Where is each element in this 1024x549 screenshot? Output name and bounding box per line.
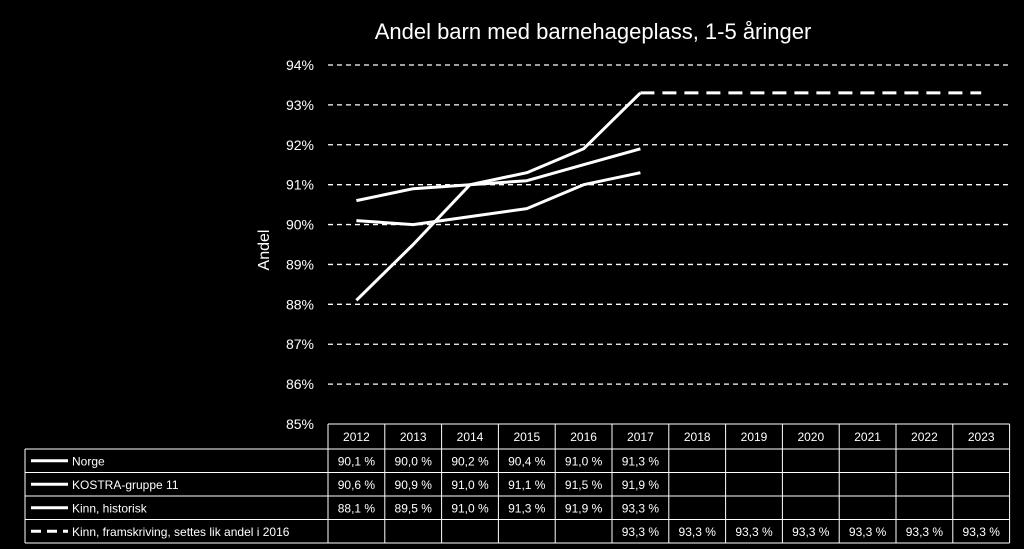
data-label: 93,3 %: [621, 501, 660, 516]
data-table: [25, 424, 1010, 543]
data-label: 93,3 %: [962, 524, 1000, 539]
y-tick-label: 87%: [285, 336, 314, 353]
legend-label: Kinn, framskriving, settes lik andel i 2016: [72, 524, 290, 539]
x-tick-label: 2020: [797, 430, 825, 444]
data-label: 93,3 %: [792, 524, 830, 539]
y-tick-label: 90%: [285, 216, 314, 233]
y-tick-label: 86%: [285, 376, 314, 393]
data-label: 90,1 %: [337, 454, 376, 469]
x-tick-label: 2019: [740, 430, 768, 444]
y-tick-label: 94%: [285, 57, 314, 73]
series-line: [356, 149, 640, 201]
data-label: 91,0 %: [564, 454, 603, 469]
data-label: 91,0 %: [451, 477, 489, 492]
legend-label: Kinn, historisk: [72, 501, 147, 516]
x-tick-label: 2022: [911, 430, 938, 444]
x-tick-label: 2015: [513, 430, 541, 444]
data-label: 91,0 %: [451, 501, 489, 516]
data-label: 91,5 %: [564, 477, 603, 492]
data-label: 90,9 %: [394, 477, 432, 492]
y-axis-label: Andel: [256, 229, 273, 271]
data-label: 93,3 %: [621, 524, 660, 539]
x-tick-label: 2023: [967, 430, 995, 444]
legend-label: KOSTRA-gruppe 11: [72, 477, 179, 492]
series-lines: [356, 93, 981, 300]
legend-label: Norge: [72, 454, 105, 469]
y-tick-label: 85%: [285, 416, 314, 432]
y-tick-label: 88%: [285, 296, 314, 313]
y-tick-label: 93%: [285, 96, 314, 113]
data-label: 90,4 %: [508, 454, 546, 469]
x-tick-label: 2013: [399, 430, 427, 444]
x-tick-label: 2016: [570, 430, 597, 444]
data-label: 91,9 %: [621, 477, 660, 492]
data-label: 93,3 %: [905, 524, 944, 539]
series-line: [356, 93, 640, 300]
data-label: 91,1 %: [508, 477, 546, 492]
x-tick-label: 2018: [683, 430, 711, 444]
x-tick-label: 2014: [456, 430, 484, 444]
series-line: [356, 173, 640, 225]
data-label: 89,5 %: [394, 501, 432, 516]
data-label: 93,3 %: [678, 524, 716, 539]
y-tick-label: 92%: [285, 136, 314, 153]
x-tick-label: 2021: [854, 430, 881, 444]
data-label: 93,3 %: [848, 524, 887, 539]
y-tick-label: 91%: [285, 176, 314, 193]
x-tick-label: 2017: [627, 430, 654, 444]
data-label: 91,9 %: [564, 501, 603, 516]
data-label: 90,6 %: [337, 477, 376, 492]
data-label: 88,1 %: [337, 501, 376, 516]
x-tick-label: 2012: [343, 430, 370, 444]
data-label: 91,3 %: [508, 501, 546, 516]
data-label: 90,2 %: [451, 454, 489, 469]
chart-title: Andel barn med barnehageplass, 1-5 åringer: [374, 19, 812, 44]
y-tick-labels: [286, 57, 314, 432]
data-label: 93,3 %: [735, 524, 773, 539]
y-tick-label: 89%: [285, 256, 314, 273]
data-label: 90,0 %: [394, 454, 432, 469]
data-label: 91,3 %: [621, 454, 660, 469]
